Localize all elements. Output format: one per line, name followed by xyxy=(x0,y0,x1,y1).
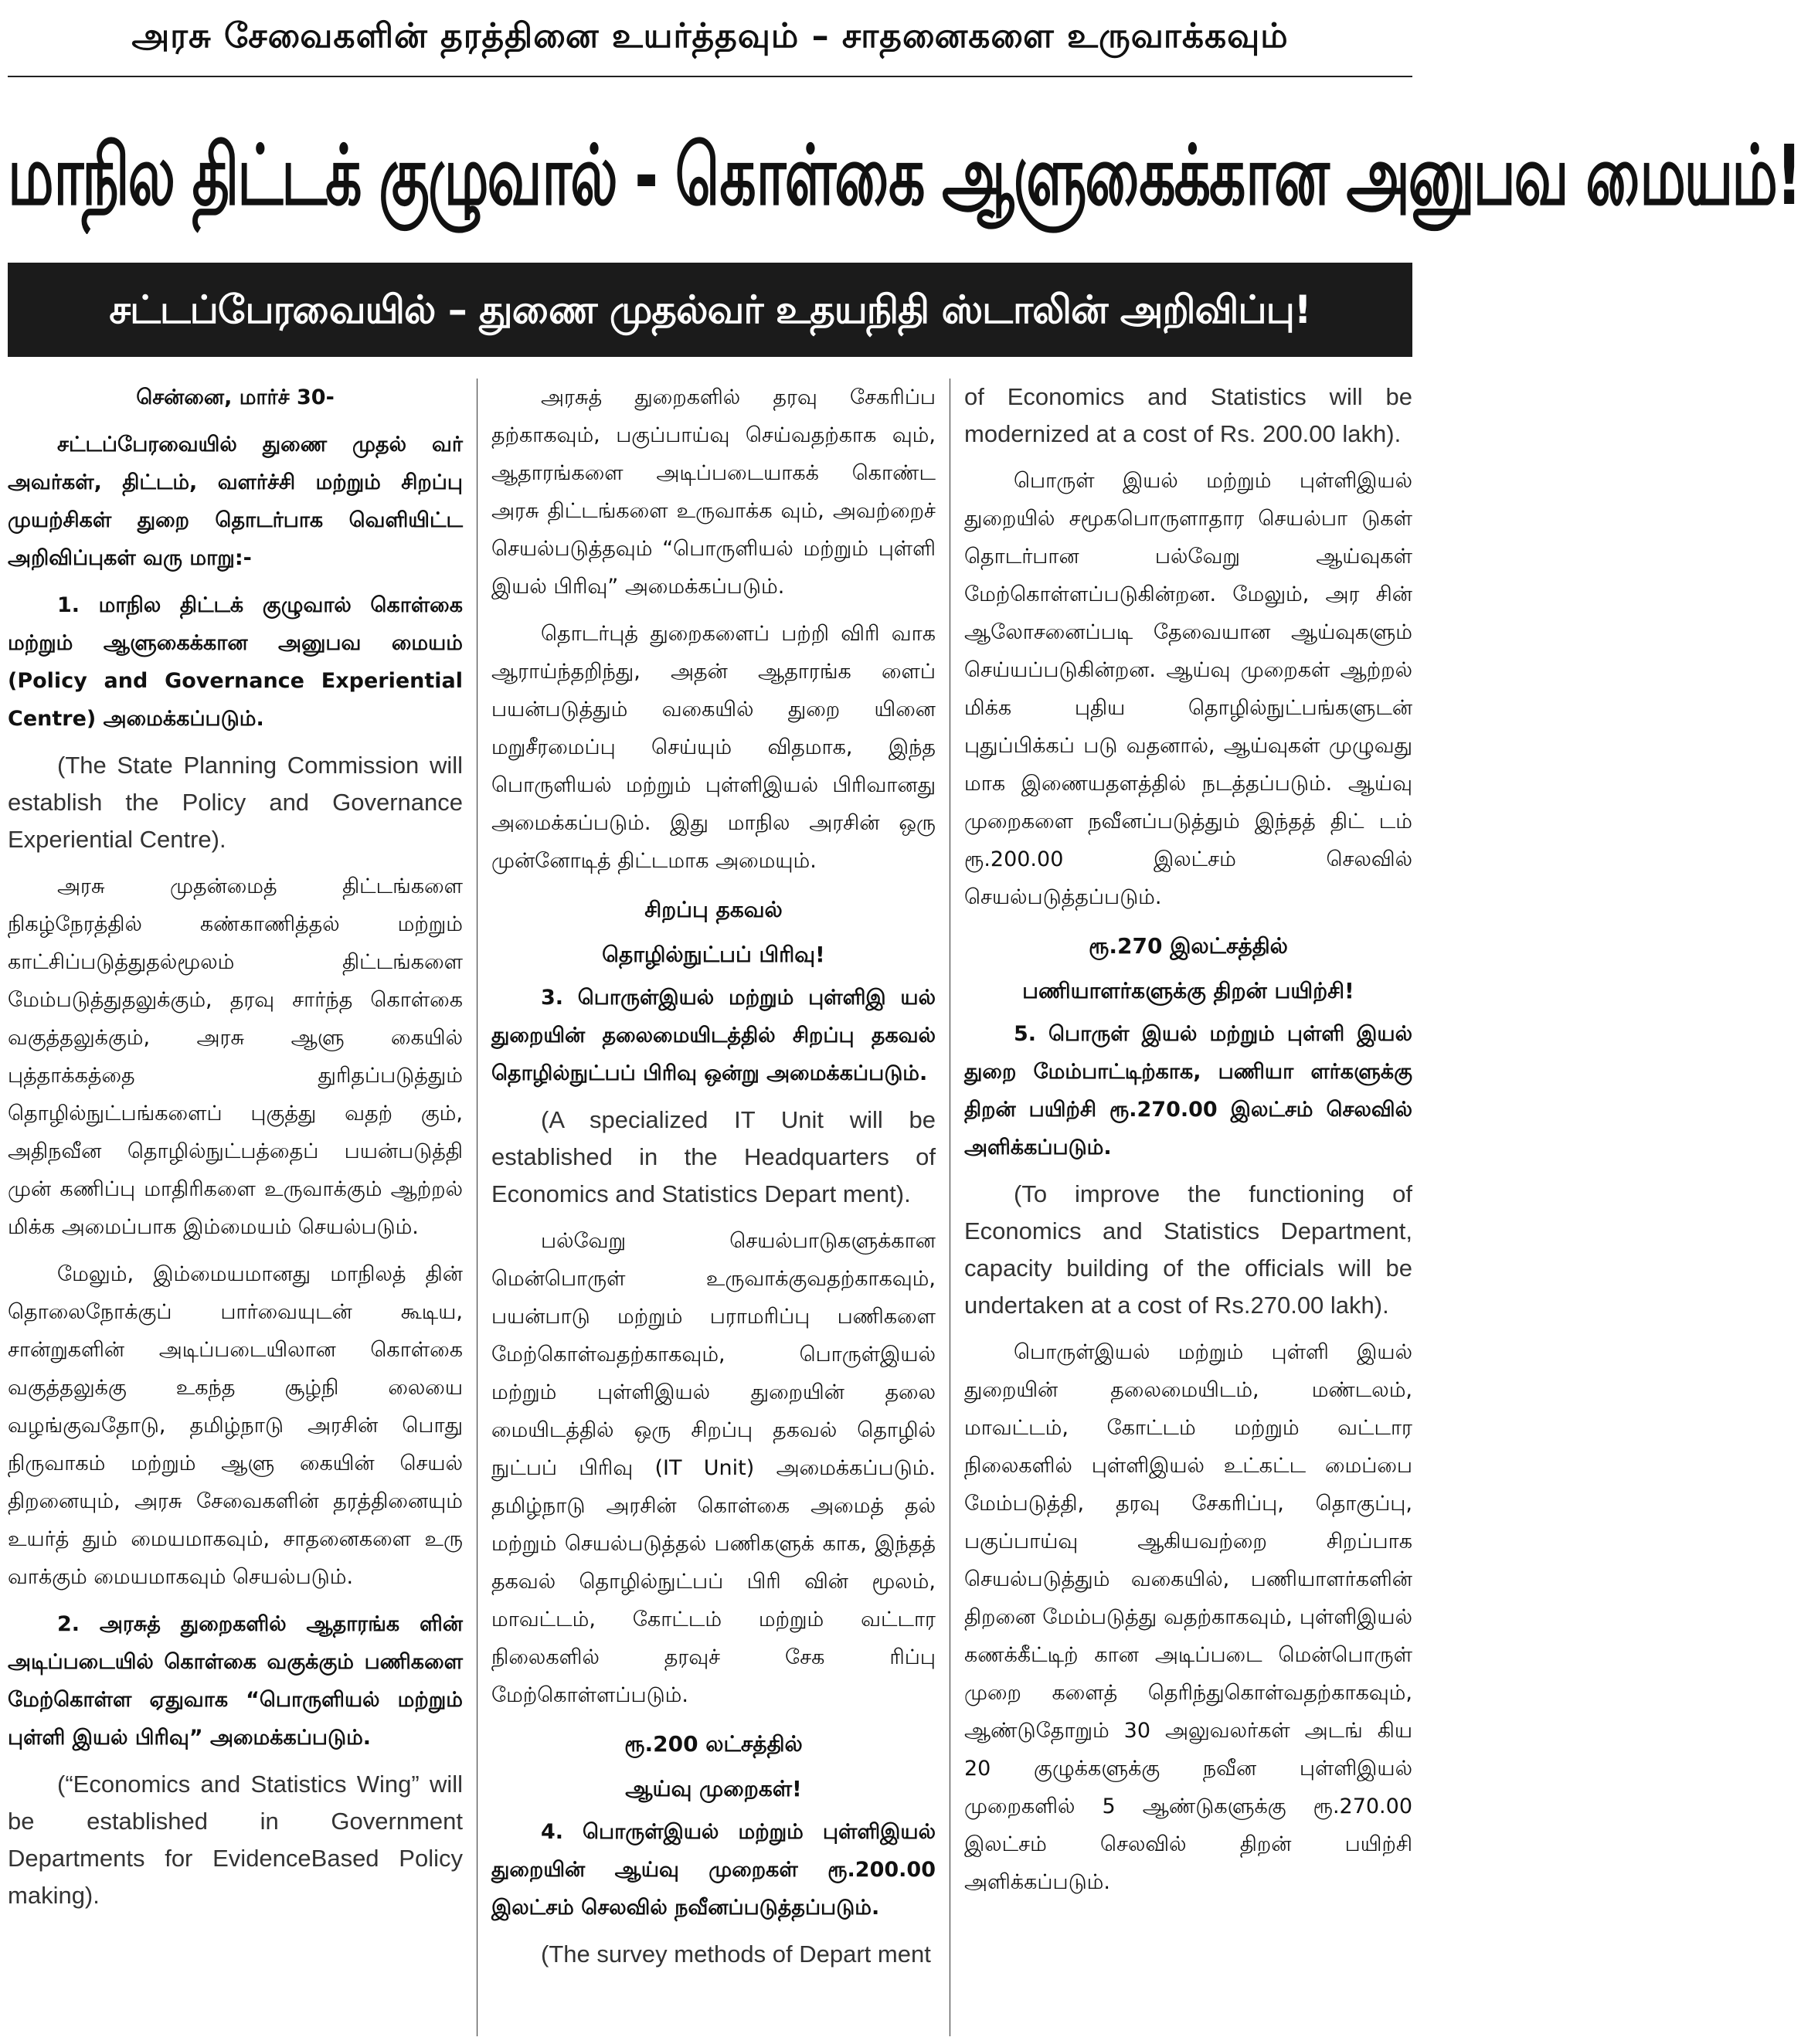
announcement-2: 2. அரசுத் துறைகளில் ஆதாரங்க ளின் அடிப்படையில் கொள்கை வகுக்கும் பணிகளை மேற்கொள்ள ஏதுவாக “பொருளியல் மற்றும் புள்ளி இயல் பிரிவு” அமைக்கப்படும். xyxy=(8,1612,463,1750)
column-3 xyxy=(950,379,1412,2036)
body-paragraph: பொருள்இயல் மற்றும் புள்ளி இயல் துறையின் தலைமையிடம், மண்டலம், மாவட்டம், கோட்டம் மற்றும் வட்டார நிலைகளில் புள்ளிஇயல் உட்கட்ட மைப்பை மேம்படுத்தி, தரவு சேகரிப்பு, தொகுப்பு, பகுப்பாய்வு ஆகியவற்றை சிறப்பாக செயல்படுத்தும் வகையில், பணியாளர்களின் திறனை மேம்படுத்து வதற்காகவும், புள்ளிஇயல் கணக்கீட்டிற் கான அடிப்படை மென்பொருள் முறை களைத் தெரிந்துகொள்வதற்காகவும், ஆண்டுதோறும் 30 அலுவலர்கள் அடங் கிய 20 குழுக்களுக்கு நவீன புள்ளிஇயல் முறைகளில் 5 ஆண்டுகளுக்கு ரூ.270.00 இலட்சம் செலவில் திறன் பயிற்சி அளிக்கப்படும். xyxy=(964,1340,1412,1894)
article-columns xyxy=(8,379,1412,2036)
announcement-2-english: (“Economics and Statistics Wing” will be established in Government Departments for EvidenceBased Policy making). xyxy=(8,1771,463,1909)
subheading: ஆய்வு முறைகள்! xyxy=(625,1776,802,1801)
subheading: ரூ.270 இலட்சத்தில் xyxy=(1089,933,1288,959)
subheading: பணியாளர்களுக்கு திறன் பயிற்சி! xyxy=(1022,978,1354,1003)
announcement-5-english: (To improve the functioning of Economics and Statistics Department, capacity building of the officials will be undertaken at a cost of Rs.270.00 lakh). xyxy=(964,1180,1412,1319)
body-paragraph: அரசுத் துறைகளில் தரவு சேகரிப்ப தற்காகவும், பகுப்பாய்வு செய்வதற்காக வும், ஆதாரங்களை அடிப்படையாகக் கொண்ட அரசு திட்டங்களை உருவாக்க வும், அவற்றைச் செயல்படுத்தவும் “பொருளியல் மற்றும் புள்ளி இயல் பிரிவு” அமைக்கப்படும். xyxy=(491,385,936,599)
announcement-4: 4. பொருள்இயல் மற்றும் புள்ளிஇயல் துறையின் ஆய்வு முறைகள் ரூ.200.00 இலட்சம் செலவில் நவீனப்படுத்தப்படும். xyxy=(491,1820,936,1920)
body-paragraph: தொடர்புத் துறைகளைப் பற்றி விரி வாக ஆராய்ந்தறிந்து, அதன் ஆதாரங்க ளைப் பயன்படுத்தும் வகையில் துறை யினை மறுசீரமைப்பு செய்யும் விதமாக, இந்த பொருளியல் மற்றும் புள்ளிஇயல் பிரிவானது அமைக்கப்படும். இது மாநில அரசின் ஒரு முன்னோடித் திட்டமாக அமையும். xyxy=(491,622,936,873)
body-paragraph: அரசு முதன்மைத் திட்டங்களை நிகழ்நேரத்தில் கண்காணித்தல் மற்றும் காட்சிப்படுத்துதல்மூலம் திட்டங்களை மேம்படுத்துதலுக்கும், தரவு சார்ந்த கொள்கை வகுத்தலுக்கும், அரசு ஆளு கையில் புத்தாக்கத்தை துரிதப்படுத்தும் தொழில்நுட்பங்களைப் புகுத்து வதற் கும், அதிநவீன தொழில்நுட்பத்தைப் பயன்படுத்தி முன் கணிப்பு மாதிரிகளை உருவாக்கும் ஆற்றல் மிக்க அமைப்பாக இம்மையம் செயல்படும். xyxy=(8,874,463,1239)
subheading: தொழில்நுட்பப் பிரிவு! xyxy=(602,942,825,967)
body-paragraph: மேலும், இம்மையமானது மாநிலத் தின் தொலைநோக்குப் பார்வையுடன் கூடிய, சான்றுகளின் அடிப்படையிலான கொள்கை வகுத்தலுக்கு உகந்த சூழ்நி லையை வழங்குவதோடு, தமிழ்நாடு அரசின் பொது நிருவாகம் மற்றும் ஆளு கையின் செயல் திறனையும், அரசு சேவைகளின் தரத்தினையும் உயர்த் தும் மையமாகவும், சாதனைகளை உரு வாக்கும் மையமாகவும் செயல்படும். xyxy=(8,1262,463,1589)
dateline: சென்னை, மார்ச் 30- xyxy=(136,385,335,409)
column-2 xyxy=(477,379,950,2036)
announcement-1-english: (The State Planning Commission will establish the Policy and Governance Experiential Centre). xyxy=(8,752,463,853)
subheading: சிறப்பு தகவல் xyxy=(644,897,783,922)
announcement-1: 1. மாநில திட்டக் குழுவால் கொள்கை மற்றும் ஆளுகைக்கான அனுபவ மையம் (Policy and Governance Experiential Centre) அமைக்கப்படும். xyxy=(8,593,463,731)
subheading: ரூ.200 லட்சத்தில் xyxy=(624,1731,803,1757)
kicker-heading: அரசு சேவைகளின் தரத்தினை உயர்த்தவும் – சாதனைகளை உருவாக்கவும் xyxy=(8,0,1412,77)
announcement-4-english: (The survey methods of Depart ment xyxy=(541,1940,931,1968)
column-1 xyxy=(8,379,477,2036)
announcement-5: 5. பொருள் இயல் மற்றும் புள்ளி இயல் துறை மேம்பாட்டிற்காக, பணியா ளர்களுக்கு திறன் பயிற்சி ரூ.270.00 இலட்சம் செலவில் அளிக்கப்படும். xyxy=(964,1022,1412,1160)
body-paragraph: பல்வேறு செயல்பாடுகளுக்கான மென்பொருள் உருவாக்குவதற்காகவும், பயன்பாடு மற்றும் பராமரிப்பு பணிகளை மேற்கொள்வதற்காகவும், பொருள்இயல் மற்றும் புள்ளிஇயல் துறையின் தலை மையிடத்தில் ஒரு சிறப்பு தகவல் தொழில் நுட்பப் பிரிவு (IT Unit) அமைக்கப்படும். தமிழ்நாடு அரசின் கொள்கை அமைத் தல் மற்றும் செயல்படுத்தல் பணிகளுக் காக, இந்தத் தகவல் தொழில்நுட்பப் பிரி வின் மூலம், மாவட்டம், கோட்டம் மற்றும் வட்டார நிலைகளில் தரவுச் சேக ரிப்பு மேற்கொள்ளப்படும். xyxy=(491,1229,936,1707)
subheadline-banner: சட்டப்பேரவையில் – துணை முதல்வர் உதயநிதி ஸ்டாலின் அறிவிப்பு! xyxy=(8,263,1412,357)
intro-paragraph: சட்டப்பேரவையில் துணை முதல் வர் அவர்கள், திட்டம், வளர்ச்சி மற்றும் சிறப்பு முயற்சிகள் துறை தொடர்பாக வெளியிட்ட அறிவிப்புகள் வரு மாறு:- xyxy=(8,433,463,570)
main-headline: மாநில திட்டக் குழுவால் - கொள்கை ஆளுகைக்கான அனுபவ மையம்! xyxy=(8,127,1801,224)
announcement-3: 3. பொருள்இயல் மற்றும் புள்ளிஇ யல் துறையின் தலைமையிடத்தில் சிறப்பு தகவல் தொழில்நுட்பப் பிரிவு ஒன்று அமைக்கப்படும். xyxy=(491,986,936,1085)
announcement-3-english: (A specialized IT Unit will be established in the Headquarters of Economics and Statistics Depart ment). xyxy=(491,1106,936,1207)
body-paragraph: பொருள் இயல் மற்றும் புள்ளிஇயல் துறையில் சமூகபொருளாதார செயல்பா டுகள் தொடர்பான பல்வேறு ஆய்வுகள் மேற்கொள்ளப்படுகின்றன. மேலும், அர சின் ஆலோசனைப்படி தேவையான ஆய்வுகளும் செய்யப்படுகின்றன. ஆய்வு முறைகள் ஆற்றல் மிக்க புதிய தொழில்நுட்பங்களுடன் புதுப்பிக்கப் படு வதனால், ஆய்வுகள் முழுவது மாக இணையதளத்தில் நடத்தப்படும். ஆய்வு முறைகளை நவீனப்படுத்தும் இந்தத் திட் டம் ரூ.200.00 இலட்சம் செலவில் செயல்படுத்தப்படும். xyxy=(964,469,1412,909)
announcement-4-english-continued: of Economics and Statistics will be modernized at a cost of Rs. 200.00 lakh). xyxy=(964,383,1412,447)
